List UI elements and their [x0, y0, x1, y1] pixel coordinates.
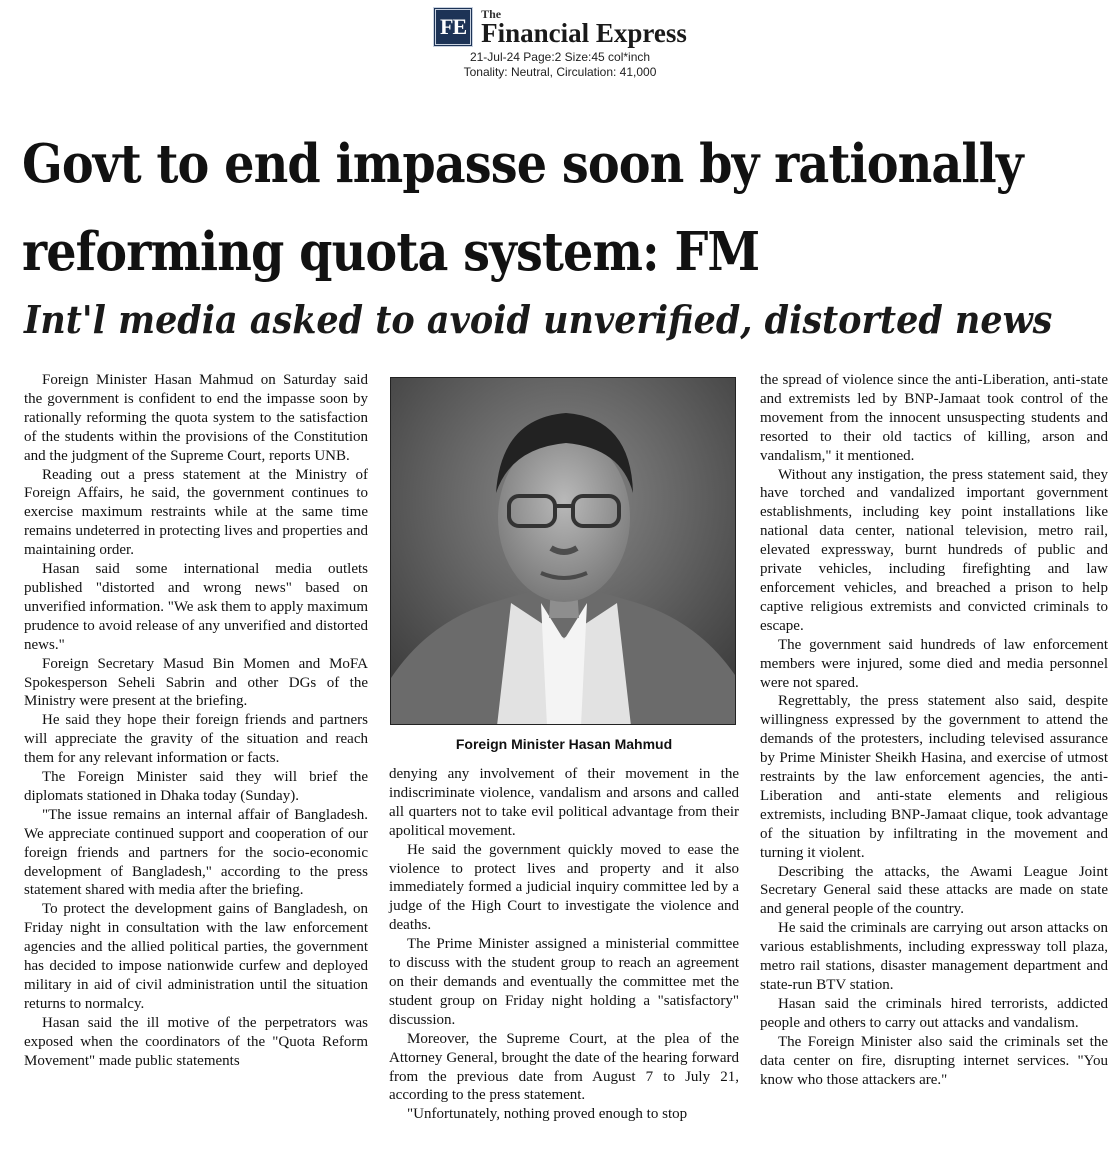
headline-line-2: reforming quota system: FM	[22, 221, 760, 283]
paragraph: Regrettably, the press statement also said, despite willingness expressed by the government to attend the demands of the protesters, including televised assurance by Prime Minister Sheikh Hasina, and exercise of utmost restraints by the law enforcement agencies, the anti-Liberation and anti-state elements and religious extremists, including BNP-Jamaat clique, took advantage of the situation by infiltrating in the movement and turning it violent.	[760, 693, 1108, 861]
clip-meta-date: 21-Jul-24 Page:2 Size:45 col*inch	[469, 50, 651, 64]
clip-meta-tonality: Tonality: Neutral, Circulation: 41,000	[463, 65, 657, 79]
brand-name	[481, 8, 687, 47]
paragraph: The Foreign Minister said they will brief the diplomats stationed in Dhaka today (Sunday).	[24, 769, 368, 804]
article-column-3	[760, 371, 1108, 1089]
paragraph: He said the criminals are carrying out arson attacks on various establishments, including expressway toll plaza, metro rail stations, disaster management department and state-run BTV station.	[760, 920, 1108, 993]
paragraph: Without any instigation, the press statement said, they have torched and vandalized important government establishments, including key point installations like national data center, national television, metro rail, elevated expressway, burnt hundreds of public and private vehicles, including firefighting and law enforcement vehicles, and breached a prison to help captive religious extremists and convicted criminals to escape.	[760, 466, 1108, 634]
photo-caption: Foreign Minister Hasan Mahmud	[455, 736, 673, 752]
article-column-2	[389, 765, 739, 1124]
logo	[0, 4, 1120, 50]
paragraph: "The issue remains an internal affair of Bangladesh. We appreciate continued support and cooperation of our foreign friends and partners for the socio-economic development of Bangladesh," according to the press statement shared with media after the briefing.	[24, 806, 368, 899]
paragraph: Hasan said the ill motive of the perpetrators was exposed when the coordinators of the "Quota Reform Movement" made public statements	[24, 1014, 368, 1069]
headline	[22, 120, 1023, 296]
paragraph: Hasan said the criminals hired terrorists, addicted people and others to carry out attacks and vandalism.	[760, 995, 1108, 1031]
article-column-1	[24, 371, 368, 1071]
paragraph: Moreover, the Supreme Court, at the plea of the Attorney General, brought the date of the hearing forward from the previous date from August 7 to July 21, according to the press statement.	[389, 1030, 739, 1104]
paragraph: The Foreign Minister also said the criminals set the data center on fire, disrupting internet services. "You know who those attackers are."	[760, 1033, 1108, 1088]
paragraph: Hasan said some international media outlets published "distorted and wrong news" based on unverified information. "We ask them to apply maximum prudence to avoid release of any unverified and distorted news."	[24, 561, 369, 653]
masthead	[0, 4, 1120, 80]
paragraph: To protect the development gains of Bangladesh, on Friday night in consultation with the law enforcement agencies and the allied political parties, the government has decided to impose nationwide curfew and deployed military in aid of civil administration until the situation returns to normalcy.	[24, 901, 368, 1012]
brand-the: The	[481, 6, 502, 21]
brand-title: Financial Express	[481, 17, 687, 48]
headline-line-1: Govt to end impasse soon by rationally	[22, 133, 1023, 195]
paragraph: He said they hope their foreign friends and partners will appreciate the gravity of the situation and reach them for any relevant information or facts.	[24, 712, 368, 767]
paragraph: Describing the attacks, the Awami League Joint Secretary General said these attacks are made on state and general people of the country.	[760, 863, 1108, 918]
paragraph: Reading out a press statement at the Ministry of Foreign Affairs, he said, the government continues to exercise maximum restraints while at the same time remains undeterred in protecting lives and properties and maintaining order.	[24, 466, 368, 559]
paragraph: Foreign Secretary Masud Bin Momen and MoFA Spokesperson Seheli Sabrin and other DGs of the Ministry were present at the briefing.	[24, 655, 368, 710]
subheadline: Int'l media asked to avoid unverified, distorted news	[24, 297, 1053, 342]
paragraph: "Unfortunately, nothing proved enough to stop	[407, 1106, 688, 1123]
paragraph: denying any involvement of their movement in the indiscriminate violence, vandalism and arsons and called all quarters not to take evil political advantage from their apolitical movement.	[389, 766, 739, 839]
fe-logo-icon: FE	[433, 7, 473, 47]
portrait-photo-icon	[390, 377, 736, 725]
paragraph: The Prime Minister assigned a ministerial committee to discuss with the student group to reach an agreement on their demands and eventually the committee met the student group on Friday night holding a "satisfactory" discussion.	[389, 936, 739, 1028]
paragraph: Foreign Minister Hasan Mahmud on Saturday said the government is confident to end the impasse soon by rationally reforming the quota system to the satisfaction of the students within the provisions of the Constitution and the judgment of the Supreme Court, reports UNB.	[24, 372, 368, 464]
paragraph: The government said hundreds of law enforcement members were injured, some died and media personnel were not spared.	[760, 636, 1108, 691]
paragraph: He said the government quickly moved to ease the violence to protect lives and property and it also immediately formed a judicial inquiry committee led by a judge of the High Court to investigate the violence and deaths.	[389, 841, 739, 934]
paragraph: the spread of violence since the anti-Liberation, anti-state and extremists led by BNP-Jamaat took control of the movement from the innocent unsuspecting students and resorted to their old tactics of killing, arson and vandalism," it mentioned.	[760, 372, 1108, 464]
